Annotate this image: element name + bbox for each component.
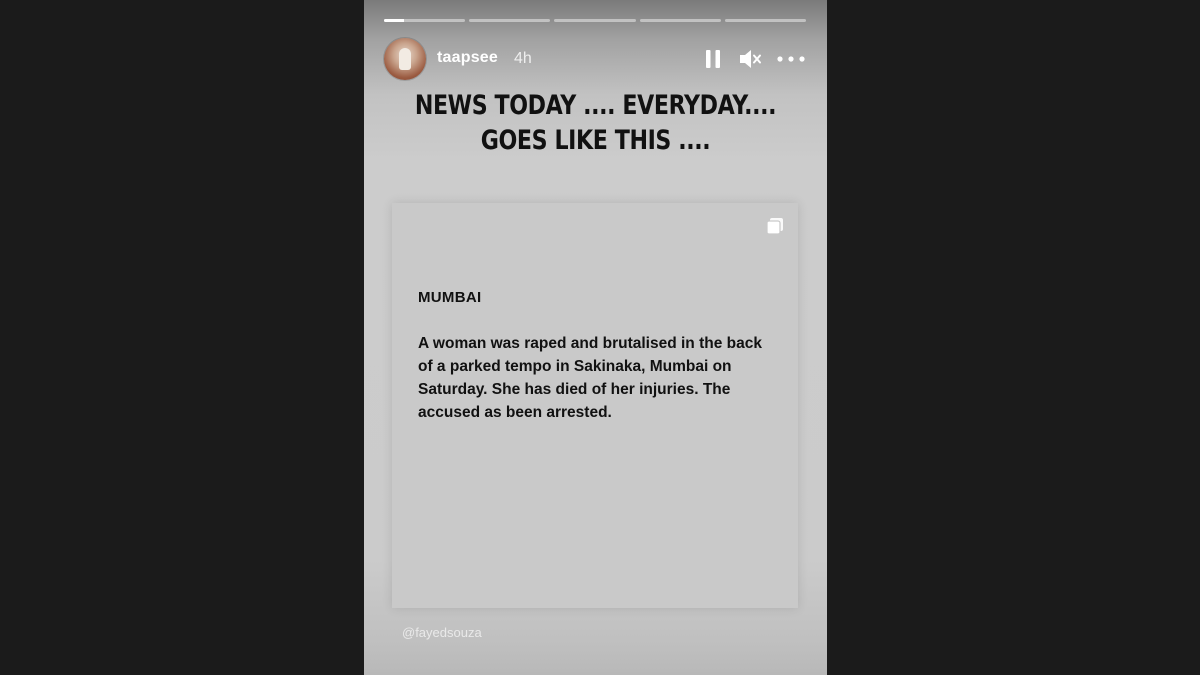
more-options-button[interactable] bbox=[776, 46, 806, 72]
multiple-posts-icon bbox=[766, 217, 784, 235]
progress-segment-2 bbox=[469, 19, 550, 22]
post-city-heading: MUMBAI bbox=[418, 289, 482, 306]
pause-button[interactable] bbox=[700, 46, 726, 72]
caption-line-1: NEWS TODAY .... EVERYDAY.... bbox=[414, 90, 777, 121]
volume-muted-icon bbox=[739, 48, 763, 70]
more-options-icon bbox=[777, 56, 805, 62]
post-body-text: A woman was raped and brutalised in the back of a parked tempo in Sakinaka, Mumbai on Saturday. She has died of her injuries. The accused as been arrested. bbox=[418, 335, 762, 421]
shared-post-card[interactable] bbox=[392, 203, 798, 608]
story-controls bbox=[700, 46, 806, 72]
progress-segment-3 bbox=[554, 19, 635, 22]
mention-credit[interactable]: @fayedsouza bbox=[402, 625, 482, 640]
progress-segment-5 bbox=[725, 19, 806, 22]
story-timestamp: 4h bbox=[514, 50, 532, 67]
progress-segment-4 bbox=[640, 19, 721, 22]
progress-fill bbox=[384, 19, 404, 22]
avatar-photo bbox=[399, 48, 411, 70]
story-progress-bar bbox=[384, 19, 806, 22]
pause-icon bbox=[705, 49, 721, 69]
mute-button[interactable] bbox=[738, 46, 764, 72]
story-header bbox=[384, 38, 806, 80]
avatar[interactable] bbox=[384, 38, 426, 80]
progress-segment-1 bbox=[384, 19, 465, 22]
username[interactable]: taapsee bbox=[437, 49, 498, 66]
instagram-story[interactable] bbox=[364, 0, 827, 675]
story-caption bbox=[406, 88, 786, 158]
caption-line-2: GOES LIKE THIS .... bbox=[480, 125, 711, 156]
